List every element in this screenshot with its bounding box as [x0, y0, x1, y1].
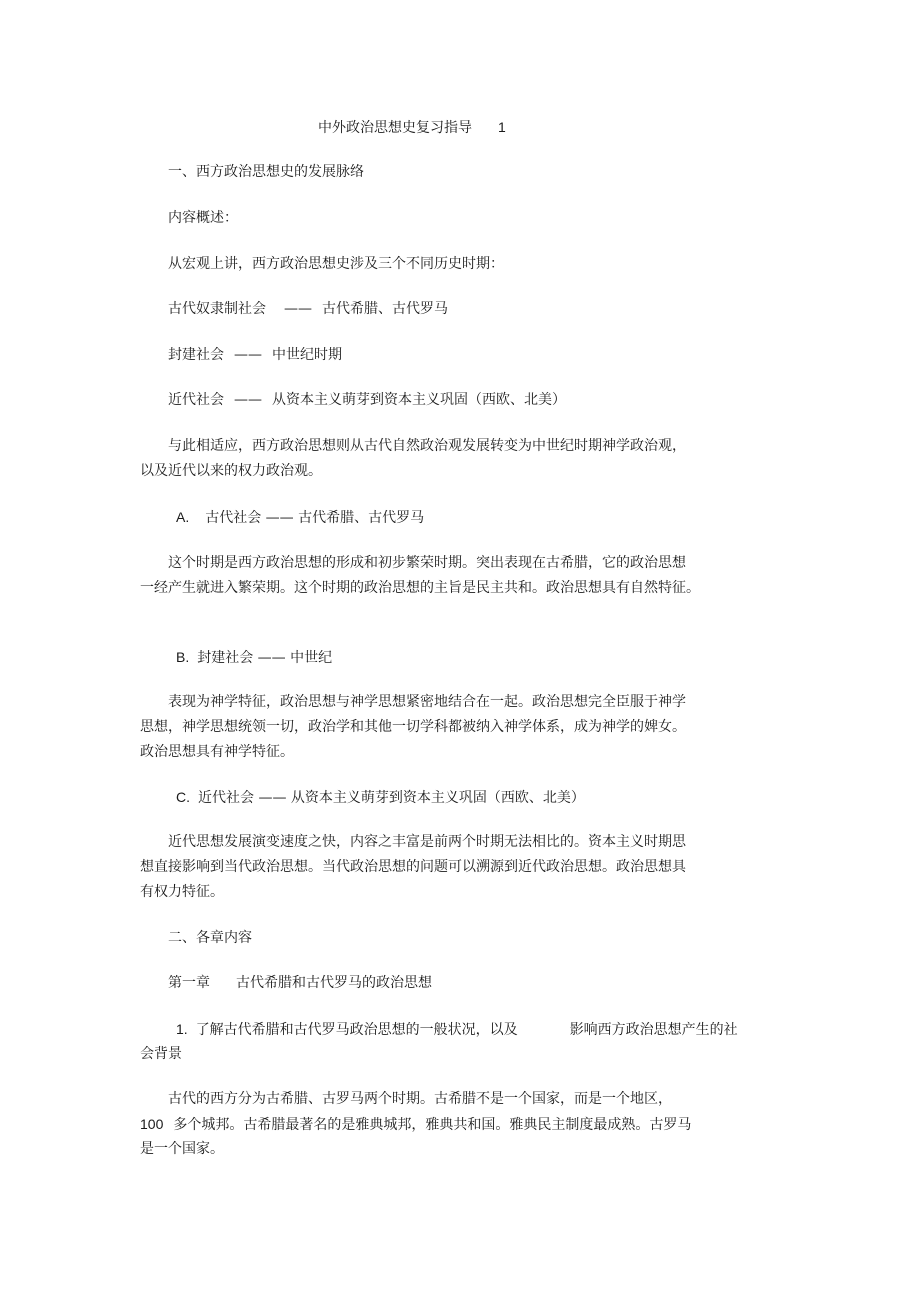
intro-text: 从宏观上讲，西方政治思想史涉及三个不同历史时期： [168, 256, 504, 272]
section-c-label: C. [176, 789, 190, 805]
section-c-title: 近代社会 —— 从资本主义萌芽到资本主义巩固（西欧、北美） [198, 790, 585, 806]
para-line-2-text: 多个城邦。古希腊最著名的是雅典城邦，雅典共和国。雅典民主制度最成熟。古罗马 [173, 1117, 692, 1133]
summary-line-1: 与此相适应，西方政治思想则从古代自然政治观发展转变为中世纪时期神学政治观， [168, 438, 686, 454]
chapter1-label: 第一章 [168, 975, 210, 991]
item1-line-1 [176, 1017, 738, 1042]
section-a-line-1: 这个时期是西方政治思想的形成和初步繁荣时期。突出表现在古希腊，它的政治思想 [168, 555, 686, 571]
para-line-2 [140, 1112, 691, 1137]
section1-heading: 一、西方政治思想史的发展脉络 [168, 164, 364, 180]
period-dash: —— [234, 347, 262, 363]
section-b-heading [176, 645, 332, 670]
section-b-line-2: 思想，神学思想统领一切，政治学和其他一切学科都被纳入神学体系，成为神学的婢女。 [140, 719, 686, 735]
page-title [318, 115, 506, 140]
chapter1-heading [168, 971, 432, 995]
item1-line-2: 会背景 [140, 1046, 182, 1062]
section-c-line-3: 有权力特征。 [140, 884, 224, 900]
period-dash: —— [284, 301, 312, 317]
section-a-label: A. [176, 509, 190, 525]
section2-heading: 二、各章内容 [168, 930, 252, 946]
section-b-line-1: 表现为神学特征，政治思想与神学思想紧密地结合在一起。政治思想完全臣服于神学 [168, 694, 686, 710]
section-b-label: B. [176, 649, 190, 665]
period-era: 古代奴隶制社会 [168, 301, 266, 317]
section-b-line-3: 政治思想具有神学特征。 [140, 744, 294, 760]
period-modern [168, 388, 566, 412]
section-a-line-2: 一经产生就进入繁荣期。这个时期的政治思想的主旨是民主共和。政治思想具有自然特征。 [140, 580, 700, 596]
section-c-line-2: 想直接影响到当代政治思想。当代政治思想的问题可以溯源到近代政治思想。政治思想具 [140, 859, 686, 875]
section-c-heading [176, 785, 585, 810]
period-dash: —— [234, 392, 262, 408]
title-text: 中外政治思想史复习指导 [318, 120, 472, 136]
section-a-title: 古代社会 —— 古代希腊、古代罗马 [205, 510, 425, 526]
period-era: 封建社会 [168, 347, 224, 363]
period-ancient [168, 297, 448, 321]
period-desc: 从资本主义萌芽到资本主义巩固（西欧、北美） [272, 392, 566, 408]
section-c-line-1: 近代思想发展演变速度之快，内容之丰富是前两个时期无法相比的。资本主义时期思 [168, 834, 686, 850]
para-line-1: 古代的西方分为古希腊、古罗马两个时期。古希腊不是一个国家，而是一个地区， [168, 1091, 672, 1107]
item1-number: 1. [176, 1021, 188, 1037]
item1-text-a: 了解古代希腊和古代罗马政治思想的一般状况，以及 [195, 1022, 518, 1038]
item1-text-b: 影响西方政治思想产生的社 [569, 1022, 738, 1038]
title-number: 1 [498, 119, 506, 135]
para-line-3: 是一个国家。 [140, 1141, 224, 1157]
para-number: 100 [140, 1116, 164, 1132]
overview-label: 内容概述： [168, 210, 238, 226]
period-desc: 中世纪时期 [272, 347, 342, 363]
period-desc: 古代希腊、古代罗马 [322, 301, 448, 317]
chapter1-title: 古代希腊和古代罗马的政治思想 [236, 975, 432, 991]
period-feudal [168, 343, 342, 367]
section-b-title: 封建社会 —— 中世纪 [197, 650, 333, 666]
summary-line-2: 以及近代以来的权力政治观。 [140, 463, 322, 479]
section-a-heading [176, 505, 424, 530]
period-era: 近代社会 [168, 392, 224, 408]
